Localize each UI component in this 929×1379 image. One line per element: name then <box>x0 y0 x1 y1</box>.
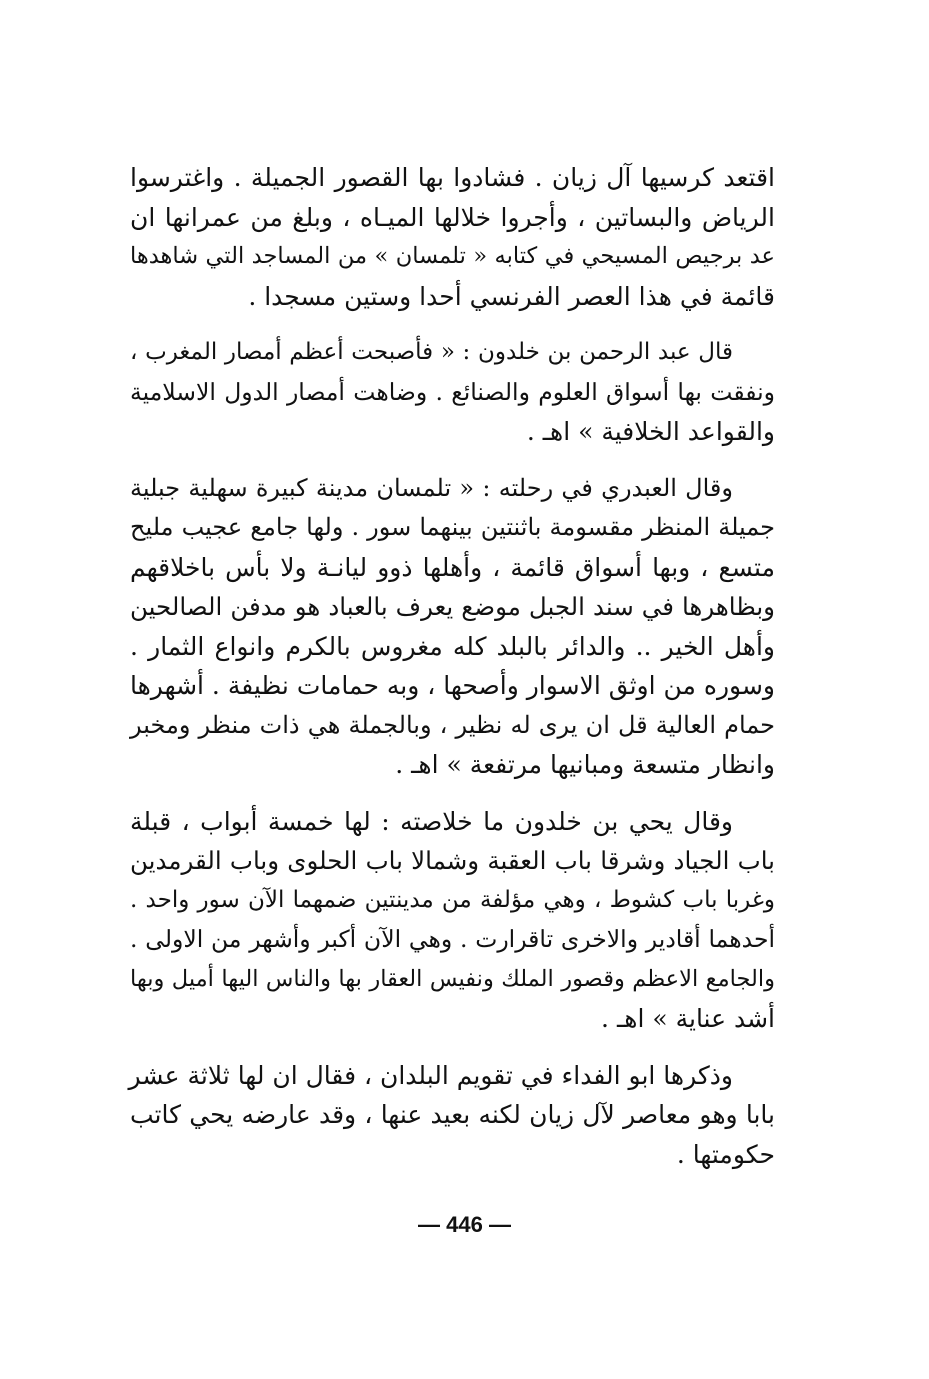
text-line: وبظاهرها في سند الجبل موضع يعرف بالعباد هو مدفن الصالحين <box>130 592 775 621</box>
page-number: — 446 — <box>418 1212 511 1237</box>
text-line: قائمة في هذا العصر الفرنسي أحدا وستين مسجدا . <box>248 281 775 311</box>
text-line: حكومتها . <box>676 1139 775 1169</box>
text-line: أشد عناية » اهـ . <box>601 1004 775 1033</box>
text-line: قال عبد الرحمن بن خلدون : « فأصبحت أعظم أمصار المغرب ، <box>130 339 733 365</box>
text-line: وقال يحي بن خلدون ما خلاصته : لها خمسة أبواب ، قبلة <box>130 806 733 836</box>
text-line: والجامع الاعظم وقصور الملك ونفيس العقار بها والناس اليها أميل وبها <box>130 965 775 992</box>
text-line: وذكرها ابو الفداء في تقويم البلدان ، فقال ان لها ثلاثة عشر <box>128 1060 733 1090</box>
text-line: ونفقت بها أسواق العلوم والصنائع . وضاهت أمصار الدول الاسلامية <box>130 377 775 406</box>
paragraph-2 <box>130 333 775 452</box>
text-line: باب الجياد وشرقا باب العقبة وشمالا باب الحلوى وباب القرمدين <box>130 846 775 875</box>
paragraph-5 <box>130 1056 775 1175</box>
text-line: وانظار متسعة ومبانيها مرتفعة » اهـ . <box>395 750 775 779</box>
text-line: وسوره من اوثق الاسوار وأصحها ، وبه حمامات نظيفة . أشهرها <box>129 671 775 700</box>
text-line: وغربا باب كشوط ، وهي مؤلفة من مدينتين ضمهما الآن سور واحد . <box>130 886 775 913</box>
text-line: متسع ، وبها أسواق قائمة ، وأهلها ذوو ليانـة ولا بأس باخلاقهم <box>130 552 775 582</box>
paragraph-4 <box>130 802 775 1039</box>
text-line: وأهل الخير .. والدائر بالبلد كله مغروس بالكرم وانواع الثمار . <box>130 631 775 661</box>
text-line: بابا وهو معاصر لآل زيان لكنه بعيد عنها ، وقد عارضه يحي كاتب <box>130 1100 775 1129</box>
paragraph-3 <box>130 469 775 785</box>
text-line: عد برجيص المسيحي في كتابه « تلمسان » من المساجد التي شاهدها <box>130 243 775 269</box>
body-text <box>130 158 775 1191</box>
text-line: وقال العبدري في رحلته : « تلمسان مدينة كبيرة سهلية جبلية <box>130 473 733 502</box>
text-line: والقواعد الخلافية » اهـ . <box>526 417 775 446</box>
text-line: الرياض والبساتين ، وأجروا خلالها الميـاه ، وبلغ من عمرانها ان <box>130 202 775 232</box>
text-line: حمام العالية قل ان يرى له نظير ، وبالجملة هي ذات منظر ومخبر <box>130 710 775 739</box>
text-line: جميلة المنظر مقسومة باثنتين بينهما سور . ولها جامع عجيب مليح <box>130 513 775 541</box>
text-line: أحدهما أقادير والاخرى تاقرارت . وهي الآن أكبر وأشهر من الاولى . <box>130 925 775 953</box>
text-line: اقتعد كرسيها آل زيان . فشادوا بها القصور الجميلة . واغترسوا <box>130 163 775 192</box>
paragraph-1 <box>130 158 775 316</box>
